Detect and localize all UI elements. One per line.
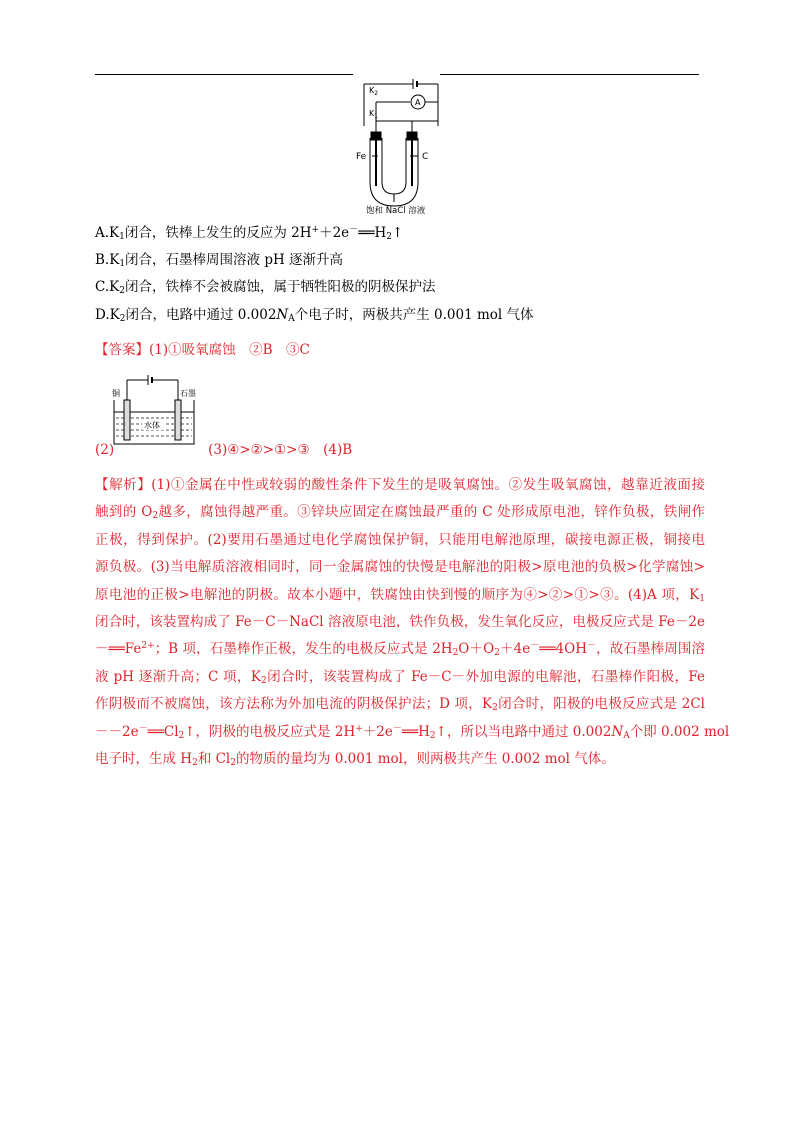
option-a: $A.K_1$闭合，铁棒上发生的反应为 $2H^++2e^-══H_2↑$ <box>95 225 404 242</box>
option-c: $C.K_2$闭合，铁棒不会被腐蚀，属于牺牲阳极的阴极保护法 <box>95 279 436 296</box>
option-d: $D.K_2$闭合，电路中通过 $0.002N_A$个电子时，两极共产生 0.001 mol 气体 <box>95 307 534 324</box>
answer-line-1: 【答案】(1)①吸氧腐蚀 ②B ③C <box>95 342 310 358</box>
k1-label: $K_1$ <box>369 109 379 120</box>
figure-caption: 饱和 NaCl 溶液 <box>366 206 426 214</box>
option-b: $B.K_1$闭合，石墨棒周围溶液 pH 逐渐升高 <box>95 252 344 269</box>
fe-electrode-label: Fe <box>356 152 367 162</box>
c-electrode-label: C <box>422 152 429 162</box>
graphite-label: 石墨 <box>180 389 196 398</box>
ammeter-symbol: A <box>415 98 421 107</box>
analysis-paragraph: 【解析】(1)①金属在中性或较弱的酸性条件下发生的是吸氧腐蚀。②发生吸氧腐蚀，越靠近液面接 触到的 $O_2$越多，腐蚀得越严重。③锌块应固定在腐蚀最严重的 C 处形成原电池，锌作负极，铁闸作 正极，得到保护。(2)要用石墨通过电化学腐蚀保护铜，只能用电解池原理，碳接电源正极，铜接电 源负极。(3)当电解质溶液相同时，同一金属腐蚀的快慢是电解池的阳极>原电池的负极>化学腐蚀> 原电池的正极>电解池的阴极。故本小题中，铁腐蚀由快到慢的顺序为④>②>①>③。(4)A 项，$K_1$ 闭合时，该装置构成了 Fe－C－NaCl 溶液原电池，铁作负极，发生氧化反应，电极反应式是 Fe－2e $-══Fe^{2+}$；B 项，石墨棒作正极，发生的电极反应式是 $2H_2O+O_2+4e^-══4OH^-$，故石墨棒周围溶 液 pH 逐渐升高；C 项，$K_2$闭合时，该装置构成了 Fe－C－外加电源的电解池，石墨棒作阳极，Fe 作阴极而不被腐蚀，该方法称为外加电流的阴极保护法；D 项，$K_2$闭合时，阳极的电极反应式是 2Cl $--2e^-══Cl_2↑$，阴极的电极反应式是 $2H^++2e^-══H_2↑$，所以当电路中通过 $0.002N_A$个即 0.002 mol 电子时，生成 $H_2$和 $Cl_2$的物质的量均为 0.001 mol，则两极共产生 0.002 mol 气体。 <box>95 477 730 768</box>
electrolysis-circuit-figure <box>356 74 446 214</box>
answer-label: 【答案】 <box>95 342 149 358</box>
water-body-label: 水体 <box>144 421 160 430</box>
analysis-label: 【解析】 <box>95 477 152 493</box>
header-rule-left <box>95 74 353 75</box>
k2-label: $K_2$ <box>369 86 379 97</box>
header-rule-right <box>440 74 699 75</box>
copper-label: 铜 <box>112 389 120 398</box>
answer-line-2: (2) (3)④>②>①>③ (4)B <box>95 442 353 458</box>
copper-protection-diagram <box>110 372 202 447</box>
